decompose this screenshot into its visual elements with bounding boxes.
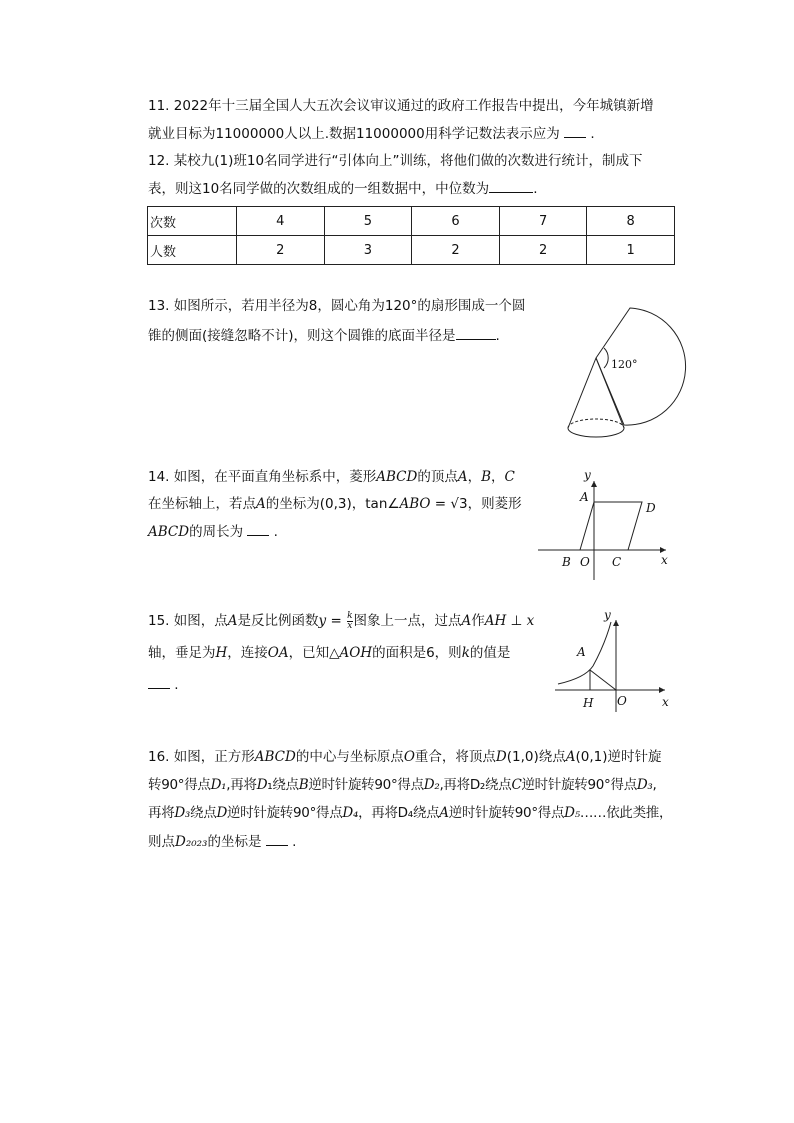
q15-line3 — [148, 674, 179, 695]
math-run: H — [215, 645, 228, 661]
q14-line2 — [148, 494, 522, 514]
q14-line1 — [148, 467, 515, 487]
text-run: 的值是 — [469, 645, 511, 661]
text-run: 的面积是6，则 — [372, 645, 462, 661]
text-run: 的顶点 — [417, 469, 458, 485]
text-run: ⊥ — [506, 613, 527, 629]
table-cell: 2 — [237, 236, 325, 265]
text-run: 逆时针旋转90°得点 — [226, 805, 343, 821]
math-run: y — [318, 613, 327, 629]
table-row-label: 人数 — [148, 236, 237, 265]
q13-answer-blank[interactable] — [456, 325, 496, 340]
origin-label: O — [617, 694, 627, 708]
math-run: A — [439, 805, 449, 821]
math-run: O — [403, 749, 415, 765]
text-run: 是反比例函数 — [237, 613, 319, 629]
q15-period: . — [174, 677, 179, 693]
math-run: ABCD — [148, 524, 190, 540]
text-run: 则点 — [148, 834, 175, 850]
text-run: 的周长为 — [189, 524, 244, 540]
math-run: D₂₀₂₃ — [175, 834, 208, 850]
table-cell: 4 — [237, 207, 325, 236]
text-run: ， — [491, 469, 505, 485]
text-run: 逆时针旋转90°得点 — [448, 805, 565, 821]
math-run: A — [227, 613, 238, 629]
text-run: 16. 如图，正方形 — [148, 749, 255, 765]
text-run: ,再将D₂绕点 — [439, 777, 512, 793]
point-a-label: A — [577, 645, 586, 659]
table-cell: 2 — [412, 236, 500, 265]
q16-line3 — [148, 803, 672, 823]
math-run: B — [481, 469, 492, 485]
math-run: ABCD — [376, 469, 418, 485]
q13-line2 — [148, 325, 500, 346]
q15-line1 — [148, 611, 534, 631]
x-axis-label: x — [662, 695, 669, 709]
y-axis-label: y — [584, 468, 591, 482]
math-run: D₁ — [210, 777, 227, 793]
q11-text-2: 就业目标为11000000人以上.数据11000000用科学记数法表示应为 — [148, 126, 560, 142]
q13-cone-sector-figure — [560, 290, 680, 450]
x-axis-label: x — [661, 553, 668, 567]
q12-frequency-table — [147, 206, 675, 265]
table-row — [148, 207, 675, 236]
text-run: 轴，垂足为 — [148, 645, 216, 661]
text-run: ， — [467, 469, 482, 485]
math-run: A — [256, 496, 266, 512]
q14-answer-blank[interactable] — [247, 521, 269, 536]
text-run: 逆时针旋转90°得点 — [521, 777, 637, 793]
math-run: OA — [267, 645, 289, 661]
math-run: AOH — [339, 645, 373, 661]
y-axis-arrow-icon — [591, 481, 597, 487]
math-run: B — [298, 777, 309, 793]
math-run: A — [565, 749, 576, 765]
text-run: 在坐标轴上，若点 — [148, 496, 256, 512]
q11-period: . — [590, 126, 595, 142]
math-run: C — [511, 777, 522, 793]
x-axis-arrow-icon — [659, 687, 665, 693]
text-run: ₁绕点 — [267, 777, 299, 793]
math-run: ABCD — [254, 749, 296, 765]
text-run: ，连接 — [227, 645, 268, 661]
table-cell: 7 — [499, 207, 587, 236]
cone-left-edge — [568, 358, 596, 428]
rhombus-abcd — [580, 502, 642, 550]
text-run: 转90°得点 — [148, 777, 211, 793]
origin-label: O — [580, 555, 590, 569]
q13-text-1: 13. 如图所示，若用半径为8，圆心角为120°的扇形围成一个圆 — [148, 298, 526, 314]
q14-line3 — [148, 521, 278, 542]
cone-base-front — [568, 428, 624, 437]
q15-answer-blank[interactable] — [148, 674, 170, 689]
math-run: C — [504, 469, 515, 485]
text-run: ，再将D₄绕点 — [358, 805, 440, 821]
text-run: = √3，则菱形 — [430, 496, 522, 512]
fraction-k-over-x — [347, 612, 352, 631]
q16-line2 — [148, 775, 657, 795]
text-run: (0,1)逆时针旋 — [575, 749, 662, 765]
angle-label: 120° — [611, 358, 638, 371]
q13-period: . — [495, 328, 500, 344]
table-row-label: 次数 — [148, 207, 237, 236]
text-run: , — [652, 777, 657, 793]
table-row — [148, 236, 675, 265]
point-d-label: D — [646, 501, 656, 515]
table-cell: 2 — [499, 236, 587, 265]
point-h-label: H — [583, 696, 594, 710]
q12-text-2: 表，则这10名同学做的次数组成的一组数据中，中位数为 — [148, 181, 490, 197]
q12-answer-blank[interactable] — [489, 178, 533, 193]
text-run: 的坐标是 — [207, 834, 262, 850]
point-c-label: C — [612, 555, 622, 569]
point-b-label: B — [562, 555, 571, 569]
table-cell: 6 — [412, 207, 500, 236]
table-cell: 8 — [587, 207, 675, 236]
sector-outline — [596, 308, 686, 425]
q12-line1 — [148, 151, 643, 171]
q11-text-1: 11. 2022年十三届全国人大五次会议审议通过的政府工作报告中提出，今年城镇新增 — [148, 98, 654, 114]
text-run: 的中心与坐标原点 — [295, 749, 404, 765]
q12-period: . — [533, 181, 538, 197]
text-run: 作 — [471, 613, 485, 629]
math-run: ABO — [399, 496, 431, 512]
math-run: AH — [484, 613, 507, 629]
q11-line2 — [148, 123, 595, 144]
q16-line1 — [148, 747, 662, 767]
q11-answer-blank[interactable] — [564, 123, 586, 138]
text-run: 15. 如图，点 — [148, 613, 228, 629]
text-run: 的坐标为(0,3)，tan∠ — [265, 496, 400, 512]
table-cell: 3 — [324, 236, 412, 265]
q14-period: . — [273, 524, 278, 540]
math-run: D — [495, 749, 507, 765]
q12-line2 — [148, 178, 537, 199]
segment-oa — [590, 670, 616, 690]
math-run: D — [216, 805, 227, 821]
fraction-numerator: k — [347, 610, 353, 621]
text-run: 绕点 — [190, 805, 217, 821]
point-a-label: A — [580, 490, 589, 504]
q15-inverse-function-figure — [555, 608, 680, 714]
text-run: 重合，将顶点 — [414, 749, 496, 765]
math-run: x — [526, 613, 535, 629]
q13-line1 — [148, 296, 525, 316]
math-run: D₄ — [342, 805, 359, 821]
cone-base-back — [568, 419, 624, 428]
q14-rhombus-figure — [538, 468, 678, 585]
text-run: ，已知△ — [288, 645, 340, 661]
fraction-denominator: x — [347, 620, 353, 631]
text-run: 14. 如图，在平面直角坐标系中，菱形 — [148, 469, 377, 485]
math-run: k — [461, 645, 470, 661]
text-run: 逆时针旋转90°得点 — [308, 777, 424, 793]
math-run: A — [461, 613, 472, 629]
math-run: D₃ — [636, 777, 653, 793]
y-axis-arrow-icon — [613, 620, 619, 626]
text-run: 再将 — [148, 805, 175, 821]
math-run: D₂ — [423, 777, 440, 793]
q16-period: . — [292, 834, 297, 850]
math-run: A — [457, 469, 468, 485]
table-cell: 1 — [587, 236, 675, 265]
y-axis-label: y — [604, 608, 611, 622]
text-run: 图象上一点，过点 — [353, 613, 462, 629]
math-run: D₅ — [564, 805, 580, 821]
text-run: (1,0)绕点 — [506, 749, 566, 765]
q15-line2 — [148, 643, 510, 663]
q13-text-2: 锥的侧面(接缝忽略不计)，则这个圆锥的底面半径是 — [148, 328, 456, 344]
math-run: D₃ — [174, 805, 191, 821]
math-run: D — [256, 777, 268, 793]
table-cell: 5 — [324, 207, 412, 236]
text-run: = — [326, 613, 347, 629]
q12-text-1: 12. 某校九(1)班10名同学进行“引体向上”训练，将他们做的次数进行统计，制成下 — [148, 153, 643, 169]
q16-line4 — [148, 831, 296, 852]
q16-answer-blank[interactable] — [266, 831, 288, 846]
text-run: ,再将 — [226, 777, 257, 793]
angle-arc — [604, 348, 608, 368]
q11-line1 — [148, 96, 654, 116]
text-run: ……依此类推， — [579, 805, 673, 821]
